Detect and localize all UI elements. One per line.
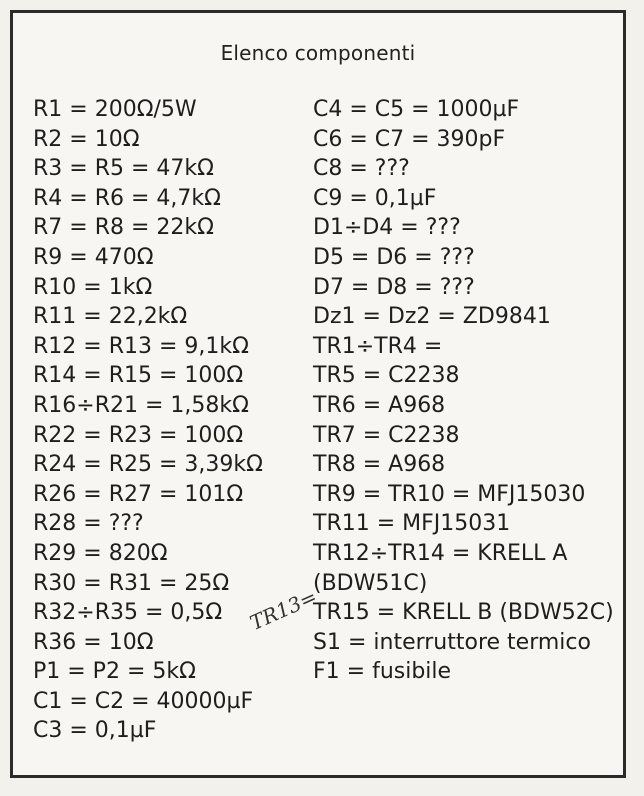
list-item: R1 = 200Ω/5W [33, 97, 197, 122]
list-item: R29 = 820Ω [33, 540, 168, 566]
list-item: R16÷R21 = 1,58kΩ [33, 392, 249, 418]
list-item: R9 = 470Ω [33, 244, 154, 270]
list-item: C3 = 0,1µF [33, 718, 157, 744]
list-item: R14 = R15 = 100Ω [33, 363, 244, 389]
list-item: C8 = ??? [313, 156, 410, 182]
list-item: TR1÷TR4 = [313, 333, 443, 359]
component-list-box [10, 10, 626, 778]
list-item: D7 = D8 = ??? [313, 274, 475, 300]
list-item: TR12÷TR14 = KRELL A [313, 540, 568, 566]
list-item: TR5 = C2238 [313, 363, 460, 389]
list-item: R22 = R23 = 100Ω [33, 422, 244, 448]
list-item: R26 = R27 = 101Ω [33, 481, 244, 507]
handwritten-note: TR13= [246, 584, 321, 635]
list-item: R28 = ??? [33, 511, 144, 537]
list-item: C6 = C7 = 390pF [313, 126, 506, 152]
list-item: R24 = R25 = 3,39kΩ [33, 452, 263, 478]
list-item: TR9 = TR10 = MFJ15030 [313, 481, 586, 507]
list-item: P1 = P2 = 5kΩ [33, 659, 196, 685]
list-item: R30 = R31 = 25Ω [33, 570, 230, 596]
list-item: TR8 = A968 [313, 452, 446, 478]
page-title: Elenco componenti [220, 41, 416, 65]
list-item: TR6 = A968 [313, 392, 446, 418]
list-item: S1 = interruttore termico [313, 629, 591, 655]
list-item: R12 = R13 = 9,1kΩ [33, 333, 249, 359]
list-item: D5 = D6 = ??? [313, 244, 475, 270]
list-item: TR7 = C2238 [313, 422, 460, 448]
list-item: TR11 = MFJ15031 [313, 511, 511, 537]
list-item: R2 = 10Ω [33, 126, 140, 152]
list-item: F1 = fusibile [313, 659, 452, 685]
right-column [313, 95, 614, 687]
list-item: R7 = R8 = 22kΩ [33, 215, 214, 241]
list-item: Dz1 = Dz2 = ZD9841 [313, 304, 551, 330]
list-item: R3 = R5 = 47kΩ [33, 156, 214, 182]
left-column [33, 95, 263, 746]
list-item: R36 = 10Ω [33, 629, 154, 655]
list-item: C1 = C2 = 40000µF [33, 688, 254, 714]
list-item: C4 = C5 = 1000µF [313, 97, 520, 122]
list-item: R32÷R35 = 0,5Ω [33, 600, 223, 626]
list-item: R11 = 22,2kΩ [33, 304, 188, 330]
list-item: R10 = 1kΩ [33, 274, 153, 300]
list-item: TR15 = KRELL B (BDW52C) [313, 600, 614, 626]
list-item: D1÷D4 = ??? [313, 215, 461, 241]
list-item: (BDW51C) [313, 570, 428, 596]
list-item: C9 = 0,1µF [313, 185, 437, 211]
list-item: R4 = R6 = 4,7kΩ [33, 185, 221, 211]
